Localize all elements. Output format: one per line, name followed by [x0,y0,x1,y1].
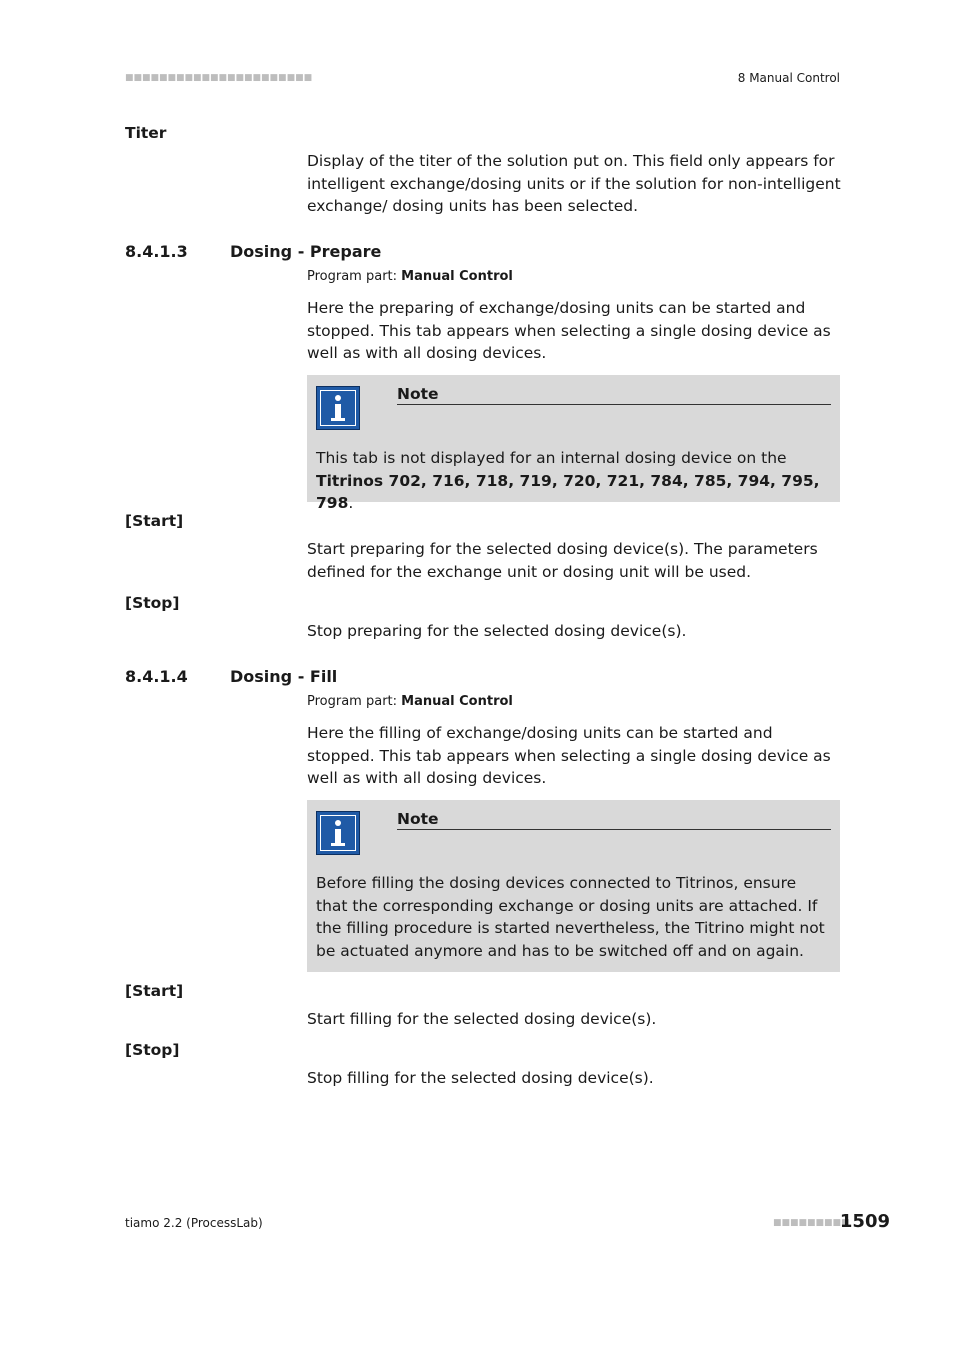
section-number-prepare: 8.4.1.3 [125,242,188,261]
note-title: Note [397,385,831,405]
note-text-fill: Before filling the dosing devices connected to Titrinos, ensure that the corresponding exchange or dosing units are attached. If the filling procedure is started nevertheless, the Titrino might not be actuated anymore and has to be switched off and on again. [316,874,825,960]
start-prepare-description: Start preparing for the selected dosing device(s). The parameters defined for the exchange unit or dosing unit will be used. [307,540,818,581]
footer-decoration: ■■■■■■■■■ [773,1218,850,1228]
program-part-value: Manual Control [401,269,513,284]
term-stop-fill: [Stop] [125,1041,180,1059]
info-icon [316,386,360,430]
term-titer: Titer [125,124,167,142]
term-start-fill: [Start] [125,982,184,1000]
page-number: 1509 [839,1211,890,1232]
note-box-fill [307,800,840,972]
header-chapter: 8 Manual Control [737,71,840,85]
section-number-fill: 8.4.1.4 [125,667,188,686]
stop-fill-description: Stop filling for the selected dosing device(s). [307,1069,654,1087]
note-title: Note [397,810,831,830]
start-fill-description: Start filling for the selected dosing device(s). [307,1010,657,1028]
term-stop-prepare: [Stop] [125,594,180,612]
note-box-prepare [307,375,840,512]
info-icon [316,811,360,855]
term-start-prepare: [Start] [125,512,184,530]
program-part-label: Program part: [307,269,402,284]
program-part-fill [307,694,513,709]
footer-product: tiamo 2.2 (ProcessLab) [125,1216,263,1230]
section-title-fill: Dosing - Fill [230,667,338,686]
titer-description: Display of the titer of the solution put on. This field only appears for intelligent exchange/dosing units or if the solution for non-intelligent exchange/ dosing units has been selected. [307,152,841,215]
prepare-intro: Here the preparing of exchange/dosing units can be started and stopped. This tab appears when selecting a single dosing device as well as with all dosing devices. [307,299,831,362]
header-decoration: ■■■■■■■■■■■■■■■■■■■■■■ [125,73,313,83]
program-part-label: Program part: [307,694,402,709]
fill-intro: Here the filling of exchange/dosing units can be started and stopped. This tab appears when selecting a single dosing device as well as with all dosing devices. [307,724,831,787]
program-part-value: Manual Control [401,694,513,709]
section-title-prepare: Dosing - Prepare [230,242,382,261]
program-part-prepare [307,269,513,284]
stop-prepare-description: Stop preparing for the selected dosing device(s). [307,622,687,640]
note-text-prepare: This tab is not displayed for an internal dosing device on the Titrinos 702, 716, 718, 719, 720, 721, 784, 785, 794, 795, 798. [316,449,820,512]
